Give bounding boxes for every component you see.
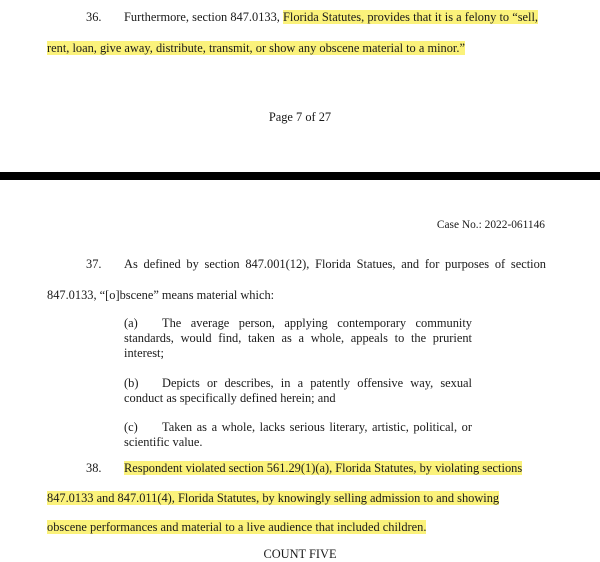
- paragraph-38-line-2: [47, 490, 499, 506]
- highlighted-text: rent, loan, give away, distribute, transmit, or show any obscene material to a minor.”: [47, 41, 465, 55]
- highlighted-text: Respondent violated section 561.29(1)(a), Florida Statutes, by violating sections: [124, 461, 523, 475]
- paragraph-number: 38.: [86, 461, 102, 475]
- highlighted-text: Florida Statutes, provides that it is a felony to “sell,: [283, 10, 539, 24]
- page-divider: [0, 172, 600, 180]
- paragraph-37-line-1: [86, 256, 546, 272]
- document-page-7: [0, 0, 600, 172]
- subparagraph-label: (c): [124, 420, 138, 434]
- paragraph-36-line-2: [47, 40, 465, 56]
- subparagraph-label: (b): [124, 376, 139, 390]
- paragraph-lead-text: Furthermore, section 847.0133,: [124, 10, 280, 24]
- paragraph-38-line-1: [86, 460, 522, 476]
- subparagraph-b: (b) Depicts or describes, in a patently offensive way, sexual conduct as specifically defined herein; and: [124, 376, 472, 405]
- paragraph-number: 36.: [86, 10, 102, 24]
- highlighted-text: 847.0133 and 847.011(4), Florida Statutes, by knowingly selling admission to and showing: [47, 491, 500, 505]
- subparagraph-label: (a): [124, 316, 138, 330]
- subparagraph-a: (a) The average person, applying contemporary community standards, would find, taken as a whole, appeals to the prurient interest;: [124, 316, 472, 360]
- paragraph-37-line-2: 847.0133, “[o]bscene” means material which:: [47, 288, 275, 302]
- paragraph-text: As defined by section 847.001(12), Florida Statues, and for purposes of section: [124, 257, 546, 271]
- subparagraph-c: (c) Taken as a whole, lacks serious literary, artistic, political, or scientific value.: [124, 420, 472, 449]
- highlighted-text: obscene performances and material to a live audience that included children.: [47, 520, 427, 534]
- paragraph-number: 37.: [86, 257, 102, 271]
- paragraph-36-line-1: [86, 9, 538, 25]
- case-number: Case No.: 2022-061146: [436, 219, 545, 231]
- document-page-8: [0, 180, 600, 561]
- paragraph-38-line-3: [47, 519, 426, 535]
- section-heading-partial: COUNT FIVE: [263, 547, 337, 561]
- page-number: Page 7 of 27: [268, 110, 332, 124]
